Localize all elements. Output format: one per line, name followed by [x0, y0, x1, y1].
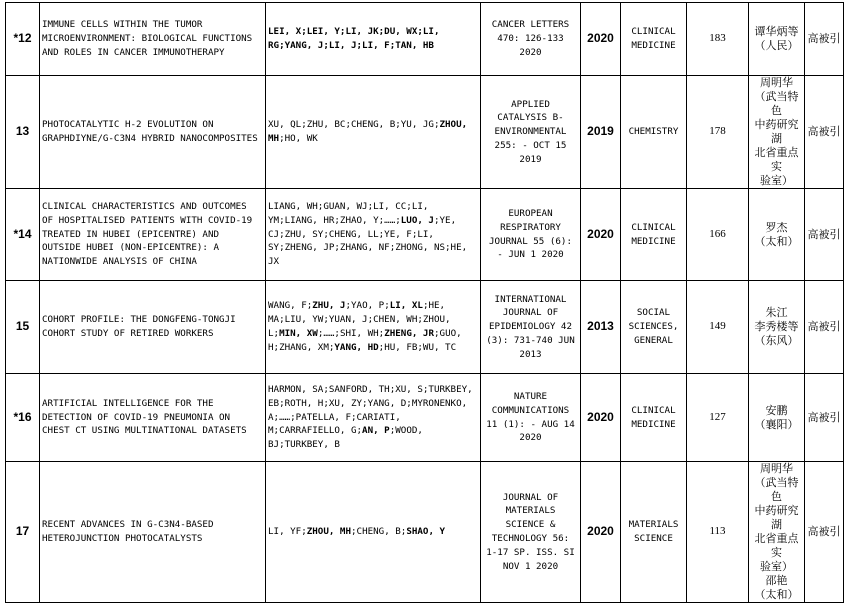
source-line: 255: - OCT 15 — [494, 139, 567, 151]
affiliation-line: （武当特色 — [754, 476, 799, 503]
affiliation-line: 李秀楼等 — [754, 320, 799, 333]
affiliation-line: 邵艳 — [765, 574, 788, 587]
source-line: ENVIRONMENTAL — [494, 126, 567, 138]
citation-count: 183 — [687, 3, 749, 76]
paper-source — [481, 76, 581, 189]
publication-year: 2020 — [581, 3, 621, 76]
category-line: CHEMISTRY — [628, 126, 679, 138]
table-row — [6, 462, 844, 603]
category-line: CLINICAL — [631, 26, 676, 38]
source-line: JOURNAL OF — [502, 491, 559, 503]
author-segment: ;HU, FB;WU, TC — [378, 341, 457, 353]
affiliation-line: 验室） — [760, 174, 793, 187]
source-line: INTERNATIONAL — [494, 293, 567, 305]
paper-type: 高被引 — [805, 281, 844, 374]
publication-year: 2020 — [581, 374, 621, 462]
source-line: NATURE — [513, 390, 548, 402]
paper-source — [481, 189, 581, 281]
highlighted-author: LUO, J — [400, 214, 434, 226]
source-line: JOURNAL OF — [502, 307, 559, 319]
category-line: MEDICINE — [631, 235, 676, 247]
table-row — [6, 76, 844, 189]
affiliation-line: 朱江 — [765, 306, 788, 319]
row-number: 13 — [6, 76, 40, 189]
source-line: JOURNAL 55 (6): — [489, 235, 572, 247]
paper-type: 高被引 — [805, 462, 844, 603]
affiliation-line: 罗杰 — [765, 220, 788, 234]
publication-year: 2020 — [581, 462, 621, 603]
paper-title: PHOTOCATALYTIC H-2 EVOLUTION ON GRAPHDIYNE/G-C3N4 HYBRID NANOCOMPOSITES — [40, 76, 266, 189]
paper-title: IMMUNE CELLS WITHIN THE TUMOR MICROENVIRONMENT: BIOLOGICAL FUNCTIONS AND ROLES IN CANCER IMMUNOTHERAPY — [40, 3, 266, 76]
citation-count: 127 — [687, 374, 749, 462]
paper-title: COHORT PROFILE: THE DONGFENG-TONGJI COHORT STUDY OF RETIRED WORKERS — [40, 281, 266, 374]
row-number: *12 — [6, 3, 40, 76]
author-affiliation — [749, 189, 805, 281]
table-row — [6, 281, 844, 374]
highlighted-author: LEI, X;LEI, Y;LI, JK;DU, WX;LI, RG;YANG, J;LI, J;LI, F;TAN, HB — [268, 26, 440, 51]
paper-authors — [266, 462, 481, 603]
category-line: SCIENCE — [634, 533, 673, 544]
author-segment: ;YE, CJ;ZHU, SY;CHENG, LL;YE, F;LI, SY;ZHENG, JP;ZHANG, NF;ZHONG, NS;HE, JX — [268, 214, 468, 268]
source-line: (3): 731-740 JUN — [486, 334, 575, 346]
affiliation-line: 验室） — [760, 560, 793, 573]
affiliation-line: 谭华炳等 — [754, 25, 799, 38]
author-affiliation — [749, 374, 805, 462]
affiliation-line: 北省重点实 — [754, 532, 799, 559]
row-number: 17 — [6, 462, 40, 603]
affiliation-line: （东风） — [754, 334, 799, 347]
subject-category — [621, 3, 687, 76]
source-line: EPIDEMIOLOGY 42 — [489, 321, 572, 333]
row-number: *14 — [6, 189, 40, 281]
author-segment: ;GUO, H;ZHANG, XM; — [268, 328, 462, 353]
papers-table-container — [5, 2, 844, 603]
source-line: MATERIALS — [505, 505, 556, 517]
publication-year: 2019 — [581, 76, 621, 189]
author-segment: ;WOOD, BJ;TURKBEY, B — [268, 425, 423, 451]
source-line: APPLIED — [511, 98, 550, 110]
table-row — [6, 3, 844, 76]
source-line: 2020 — [519, 46, 542, 58]
highlighted-author: ZHENG, JR — [384, 328, 434, 339]
source-line: 2019 — [519, 153, 542, 165]
affiliation-line: （人民） — [754, 39, 799, 52]
paper-source — [481, 374, 581, 462]
paper-source — [481, 281, 581, 374]
author-segment: XU, QL;ZHU, BC;CHENG, B;YU, JG; — [268, 119, 440, 131]
author-segment: ;YAO, P; — [345, 300, 390, 312]
table-body — [6, 3, 844, 603]
source-line: 470: 126-133 — [497, 33, 564, 45]
author-segment: WANG, F; — [268, 300, 313, 312]
source-line: 2020 — [519, 432, 542, 444]
paper-type: 高被引 — [805, 374, 844, 462]
paper-title: CLINICAL CHARACTERISTICS AND OUTCOMES OF HOSPITALISED PATIENTS WITH COVID-19 TREATED IN HUBEI (EPICENTRE) AND OUTSIDE HUBEI (NON-EPICENTRE): A NATIONWIDE ANALYSIS OF CHINA — [40, 189, 266, 281]
category-line: SOCIAL — [636, 307, 671, 319]
affiliation-line: （太和） — [754, 234, 799, 248]
paper-source — [481, 3, 581, 76]
subject-category — [621, 76, 687, 189]
publication-year: 2020 — [581, 189, 621, 281]
row-number: *16 — [6, 374, 40, 462]
source-line: 1-17 SP. ISS. SI — [486, 546, 575, 558]
source-line: EUROPEAN — [508, 207, 553, 219]
paper-authors — [266, 189, 481, 281]
table-row — [6, 374, 844, 462]
author-affiliation — [749, 76, 805, 189]
paper-authors — [266, 374, 481, 462]
source-line: CATALYSIS B- — [497, 112, 564, 124]
author-segment: HARMON, SA;SANFORD, TH;XU, S;TURKBEY, EB;ROTH, H;XU, ZY;YANG, D;MYRONENKO, A;……;PATELLA, F;CARIATI, M;CARRAFIELLO, G; — [268, 384, 473, 437]
paper-source — [481, 462, 581, 603]
affiliation-line: 周明华 — [760, 462, 793, 475]
category-line: MEDICINE — [631, 40, 676, 51]
category-line: MEDICINE — [631, 418, 676, 430]
author-segment: ;HE, MA;LIU, YW;YUAN, J;CHEN, WH;ZHOU, L; — [268, 300, 451, 339]
paper-title: RECENT ADVANCES IN G-C3N4-BASED HETEROJUNCTION PHOTOCATALYSTS — [40, 462, 266, 603]
subject-category — [621, 281, 687, 374]
source-line: CANCER LETTERS — [491, 19, 570, 31]
paper-authors — [266, 281, 481, 374]
row-number: 15 — [6, 281, 40, 374]
category-line: CLINICAL — [631, 221, 676, 233]
highly-cited-papers-table — [5, 2, 844, 603]
table-row — [6, 189, 844, 281]
author-segment: LIANG, WH;GUAN, WJ;LI, CC;LI, YM;LIANG, HR;ZHAO, Y;……; — [268, 201, 429, 226]
source-line: 2013 — [519, 348, 542, 360]
highlighted-author: LI, XL — [389, 300, 423, 312]
highlighted-author: AN, P — [362, 425, 390, 437]
paper-authors — [266, 3, 481, 76]
source-line: - JUN 1 2020 — [497, 249, 564, 261]
source-line: SCIENCE & — [505, 519, 556, 531]
citation-count: 113 — [687, 462, 749, 603]
highlighted-author: SHAO, Y — [406, 526, 446, 538]
publication-year: 2013 — [581, 281, 621, 374]
citation-count: 178 — [687, 76, 749, 189]
source-line: RESPIRATORY — [500, 221, 561, 233]
author-segment: ;……;SHI, WH; — [317, 328, 385, 339]
affiliation-line: （武当特色 — [754, 90, 799, 117]
affiliation-line: 中药研究湖 — [754, 118, 799, 145]
author-segment: ;CHENG, B; — [351, 526, 407, 538]
affiliation-line: 周明华 — [760, 76, 793, 89]
highlighted-author: ZHOU, MH — [268, 119, 468, 144]
source-line: TECHNOLOGY 56: — [491, 533, 570, 544]
highlighted-author: YANG, HD — [334, 341, 379, 353]
author-affiliation — [749, 462, 805, 603]
affiliation-line: （襄阳） — [754, 417, 799, 431]
citation-count: 149 — [687, 281, 749, 374]
paper-title: ARTIFICIAL INTELLIGENCE FOR THE DETECTION OF COVID-19 PNEUMONIA ON CHEST CT USING MULTINATIONAL DATASETS — [40, 374, 266, 462]
category-line: SCIENCES, — [628, 321, 679, 333]
subject-category — [621, 374, 687, 462]
author-affiliation — [749, 281, 805, 374]
highlighted-author: ZHOU, MH — [306, 526, 351, 538]
paper-authors — [266, 76, 481, 189]
category-line: CLINICAL — [631, 404, 676, 416]
paper-type: 高被引 — [805, 189, 844, 281]
author-segment: LI, YF; — [268, 526, 307, 538]
source-line: 11 (1): - AUG 14 — [486, 418, 575, 430]
source-line: NOV 1 2020 — [502, 560, 559, 572]
paper-type: 高被引 — [805, 76, 844, 189]
category-line: MATERIALS — [628, 519, 679, 531]
highlighted-author: MIN, XW — [279, 328, 318, 339]
category-line: GENERAL — [634, 334, 673, 346]
source-line: COMMUNICATIONS — [491, 404, 570, 416]
author-affiliation — [749, 3, 805, 76]
author-segment: ;HO, WK — [279, 133, 318, 144]
affiliation-line: 北省重点实 — [754, 146, 799, 173]
citation-count: 166 — [687, 189, 749, 281]
affiliation-line: 中药研究湖 — [754, 504, 799, 531]
subject-category — [621, 462, 687, 603]
affiliation-line: （太和） — [754, 588, 799, 601]
paper-type: 高被引 — [805, 3, 844, 76]
affiliation-line: 安鹏 — [765, 403, 788, 417]
subject-category — [621, 189, 687, 281]
highlighted-author: ZHU, J — [312, 300, 346, 312]
